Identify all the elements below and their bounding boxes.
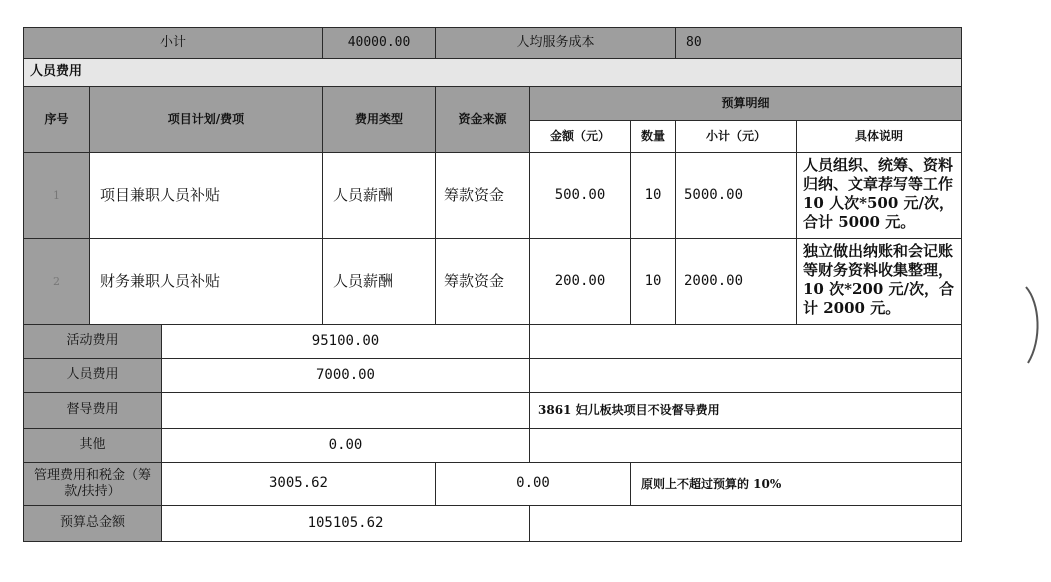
header-fund-source: 资金来源 [435,86,530,153]
header-description: 具体说明 [796,120,962,153]
table-row-description: 人员组织、统筹、资料归纳、文章荐写等工作 10 人次*500 元/次，合计 5000 元。 [796,152,962,239]
table-row-description: 独立做出纳账和会记账等财务资料收集整理，10 次*200 元/次，合计 2000 元。 [796,238,962,325]
total-value-staff: 7000.00 [161,358,530,393]
grand-total-label: 预算总金额 [23,505,162,542]
section-title: 人员费用 [23,58,962,87]
header-cost-type: 费用类型 [322,86,436,153]
total-label-other: 其他 [23,428,162,463]
total-note-supervision: 3861 妇儿板块项目不设督导费用 [529,392,962,429]
table-row-index: 2 [23,238,90,325]
avg-cost-value: 80 [675,27,962,59]
table-row-item: 财务兼职人员补贴 [89,238,323,325]
table-row-fund-source: 筹款资金 [435,152,530,239]
total-value-activity: 95100.00 [161,324,530,359]
grand-total-value: 105105.62 [161,505,530,542]
grand-total-empty [529,505,962,542]
total-note-other [529,428,962,463]
header-quantity: 数量 [630,120,676,153]
total-value-supervision [161,392,530,429]
total-note-activity [529,324,962,359]
table-row-subtotal: 2000.00 [675,238,797,325]
table-row-item: 项目兼职人员补贴 [89,152,323,239]
table-row-subtotal: 5000.00 [675,152,797,239]
table-row-quantity: 10 [630,152,676,239]
management-value-b: 0.00 [435,462,631,506]
table-row-index: 1 [23,152,90,239]
table-row-cost-type: 人员薪酬 [322,152,436,239]
management-note: 原则上不超过预算的 10% [630,462,962,506]
header-budget-detail: 预算明细 [529,86,962,121]
management-value-a: 3005.62 [161,462,436,506]
table-row-cost-type: 人员薪酬 [322,238,436,325]
header-index: 序号 [23,86,90,153]
table-row-quantity: 10 [630,238,676,325]
header-amount: 金额（元） [529,120,631,153]
total-label-activity: 活动费用 [23,324,162,359]
table-row-amount: 500.00 [529,152,631,239]
table-row-amount: 200.00 [529,238,631,325]
table-row-fund-source: 筹款资金 [435,238,530,325]
total-label-staff: 人员费用 [23,358,162,393]
subtotal-label: 小计 [23,27,323,59]
total-note-staff [529,358,962,393]
margin-bracket-mark [1024,285,1046,365]
total-value-other: 0.00 [161,428,530,463]
header-subtotal: 小计（元） [675,120,797,153]
subtotal-value: 40000.00 [322,27,436,59]
avg-cost-label: 人均服务成本 [435,27,676,59]
management-label: 管理费用和税金（筹款/扶持） [23,462,162,506]
header-item: 项目计划/费项 [89,86,323,153]
total-label-supervision: 督导费用 [23,392,162,429]
